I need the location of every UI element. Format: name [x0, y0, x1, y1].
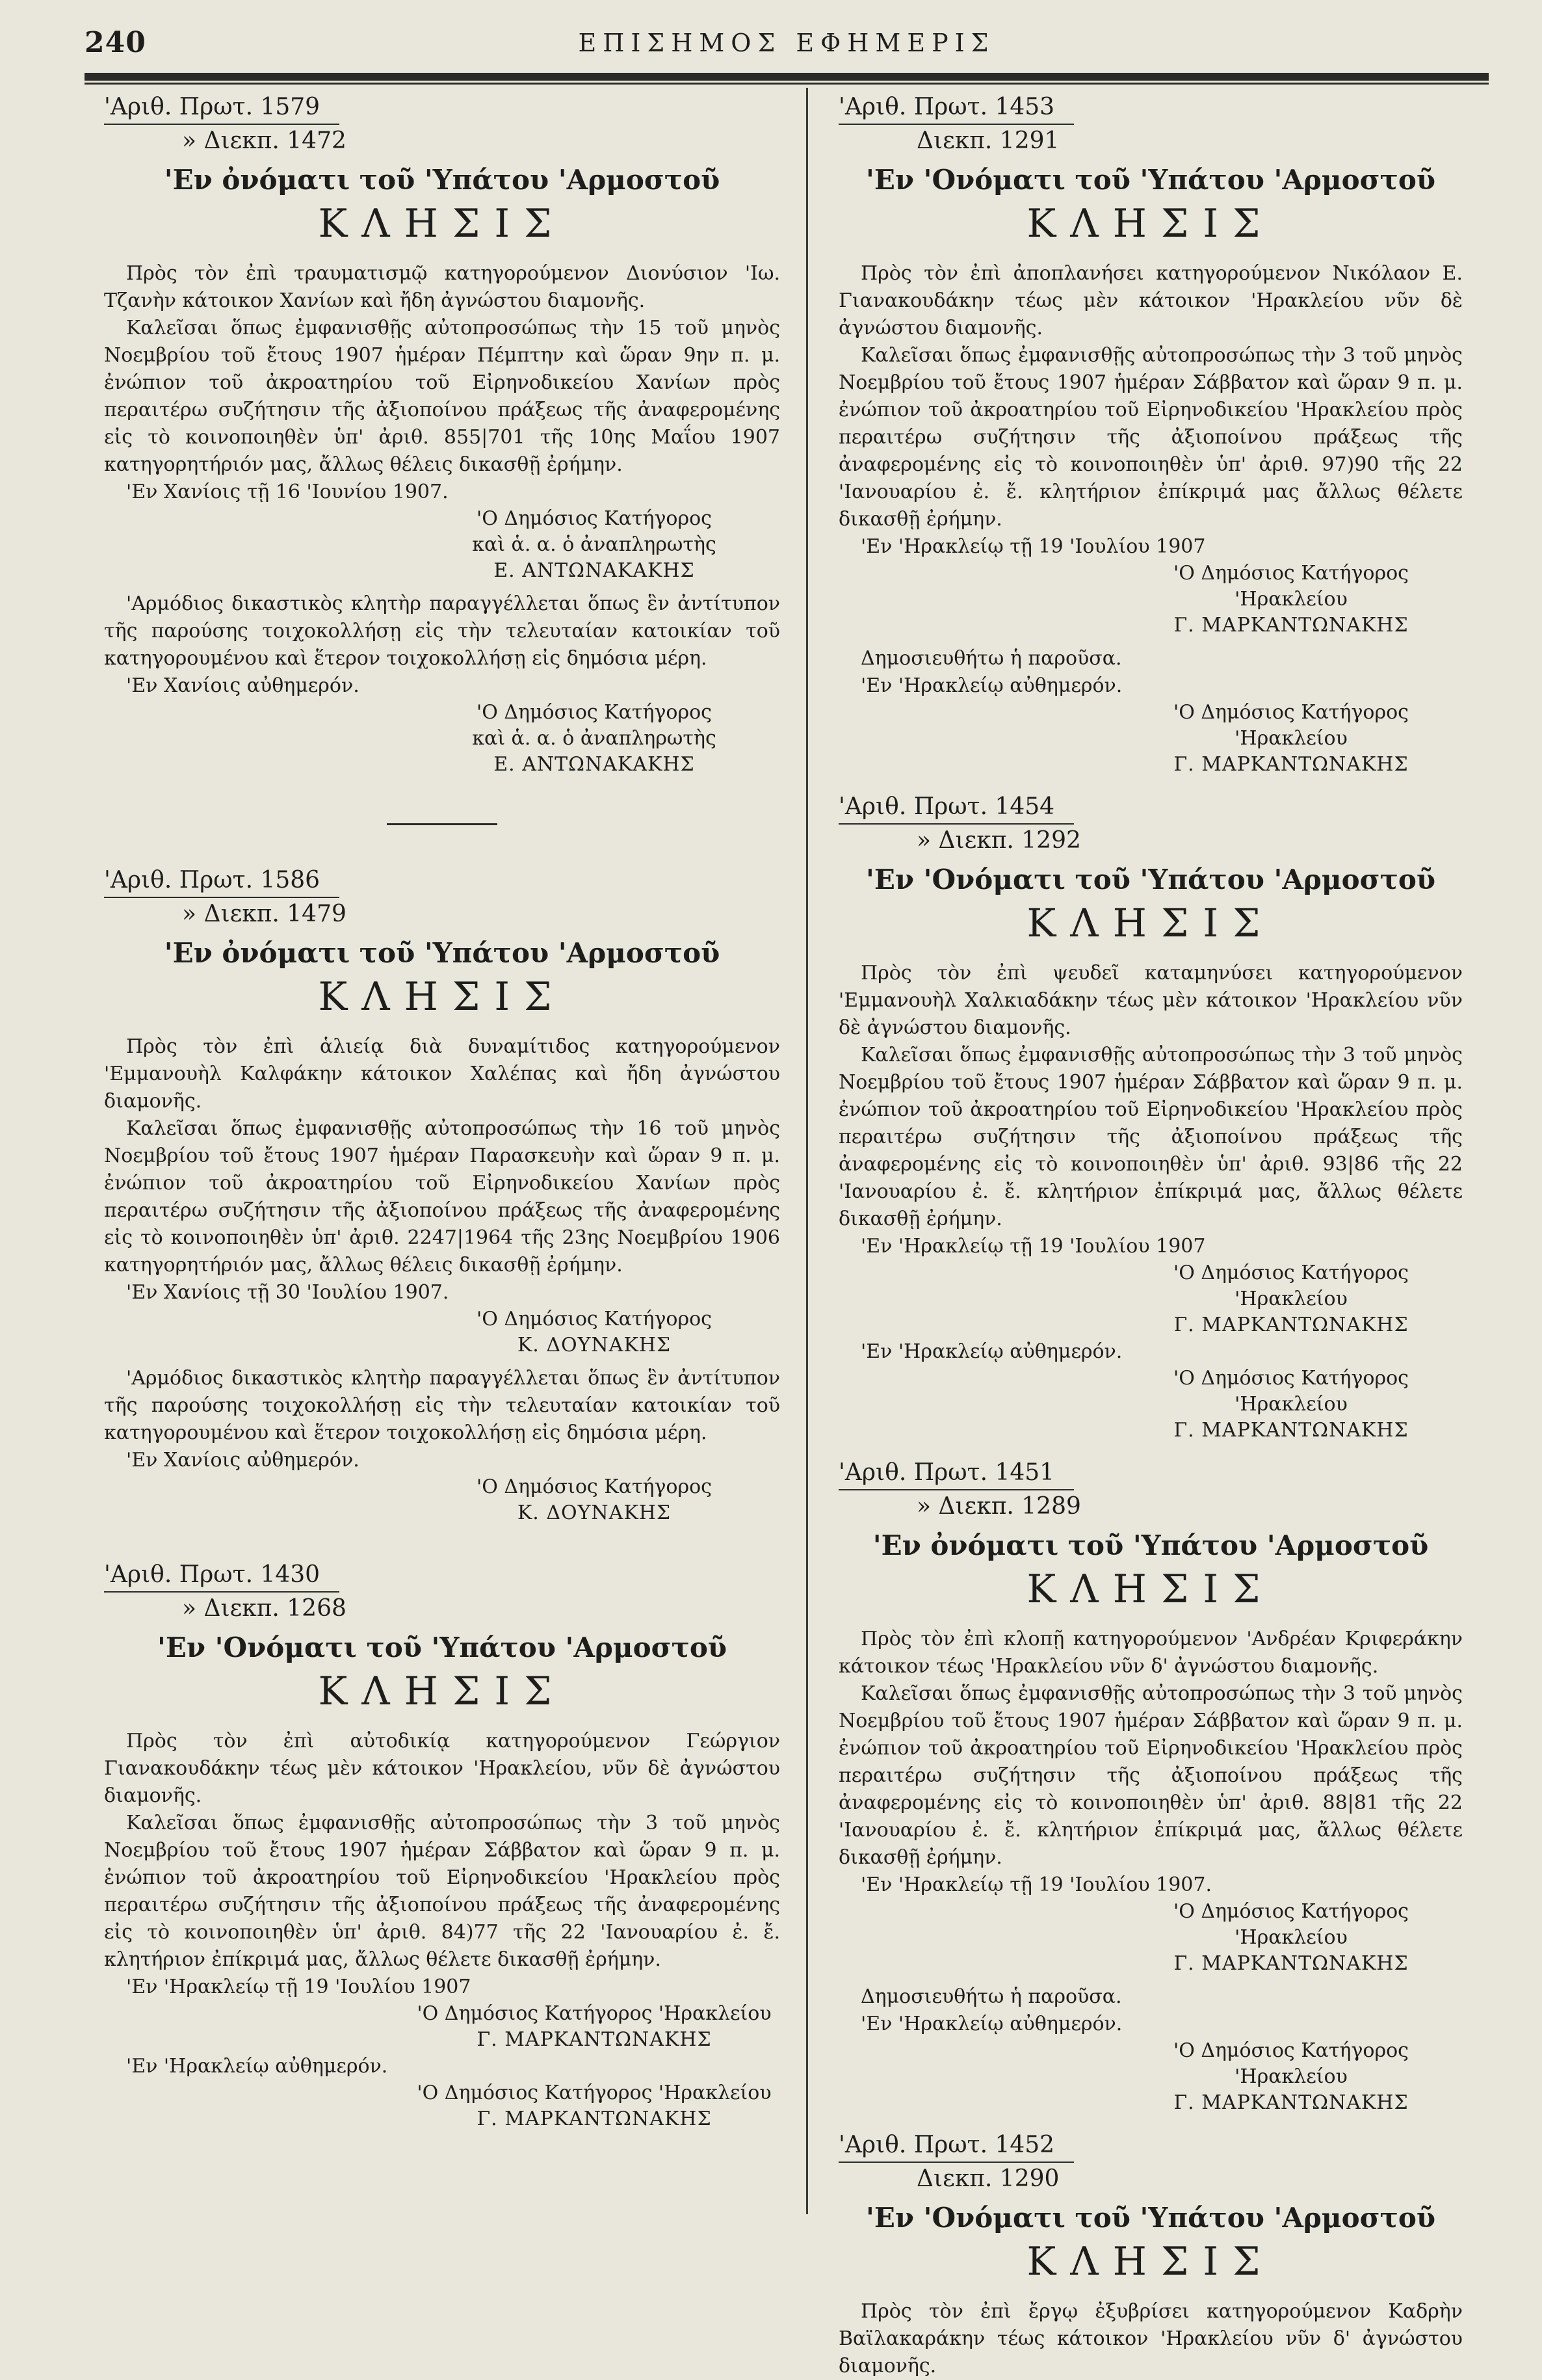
order-signature-name: Ε. ΑΝΤΩΝΑΚΑΚΗΣ	[493, 753, 695, 776]
signature-title: 'Ο Δημόσιος Κατήγορος	[477, 507, 712, 530]
notice-numbers	[839, 91, 1463, 157]
order-signature	[408, 2080, 780, 2132]
notice-date: 'Εν 'Ηρακλείῳ τῇ 19 'Ιουλίου 1907.	[861, 1873, 1212, 1896]
dispatch-number: Διεκπ. 1291	[917, 127, 1060, 154]
order-date: 'Εν 'Ηρακλείῳ αὐθημερόν.	[126, 2055, 388, 2078]
notice-heading: 'Εν 'Ονόματι τοῦ 'Υπάτου 'Αρμοστοῦ	[157, 1632, 727, 1663]
order-signature	[1119, 1366, 1463, 1444]
order-date: 'Εν 'Ηρακλείῳ αὐθημερόν.	[861, 674, 1123, 697]
notice	[104, 91, 780, 778]
signature-name: Ε. ΑΝΤΩΝΑΚΑΚΗΣ	[493, 559, 695, 582]
notice-body	[839, 2298, 1463, 2380]
notice-title: ΚΛΗΣΙΣ	[1026, 2239, 1275, 2284]
order-signature-title: 'Ο Δημόσιος Κατήγορος 'Ηρακλείου	[417, 2082, 772, 2104]
notice	[839, 91, 1463, 778]
notice-numbers	[839, 2129, 1463, 2195]
notice-numbers	[839, 1457, 1463, 1523]
order-signature-title: 'Ο Δημόσιος Κατήγορος 'Ηρακλείου	[1173, 2039, 1409, 2088]
summons-paragraph: Καλεῖσαι ὅπως ἐμφανισθῇς αὐτοπροσώπως τὴν 3 τοῦ μηνὸς Νοεμβρίου τοῦ ἔτους 1907 ἡμέραν Σάββατον καὶ ὥραν 9 π. μ. ἐνώπιον τοῦ ἀκροατηρίου τοῦ Εἰρηνοδικείου 'Ηρακλείου πρὸς περαιτέρω συζήτησιν τῆς ἀξιοποίνου πράξεως τῆς ἀναφερομένης εἰς τὸ κοινοποιηθὲν ὑπ' ἀριθ. 93|86 τῆς 22 'Ιανουαρίου ἐ. ἔ. κλητήριον ἐπίκριμά μας, ἄλλως θέλετε δικασθῇ ἐρήμην.	[839, 1044, 1463, 1230]
publication-order	[839, 645, 1463, 672]
addressee-paragraph: Πρὸς τὸν ἐπὶ κλοπῇ κατηγορούμενον 'Ανδρέαν Κριφεράκην κάτοικον τέως 'Ηρακλείου νῦν δ' ἀγνώστου διαμονῆς.	[839, 1628, 1463, 1678]
order-text: 'Αρμόδιος δικαστικὸς κλητὴρ παραγγέλλεται ὅπως ἓν ἀντίτυπον τῆς παρούσης τοιχοκολλήσῃ εἰς τὴν τελευταίαν κατοικίαν τοῦ κατηγορουμένου καὶ ἕτερον τοιχοκολλήσῃ εἰς δημόσια μέρη.	[104, 592, 780, 670]
notice-date: 'Εν 'Ηρακλείῳ τῇ 19 'Ιουλίου 1907	[126, 1976, 471, 1998]
notice	[104, 864, 780, 1526]
signature-name: Γ. ΜΑΡΚΑΝΤΩΝΑΚΗΣ	[1173, 1314, 1409, 1336]
protocol-number: 'Αριθ. Πρωτ. 1586	[104, 864, 339, 898]
notice-heading: 'Εν 'Ονόματι τοῦ 'Υπάτου 'Αρμοστοῦ	[866, 864, 1435, 895]
signature-title: 'Ο Δημόσιος Κατήγορος 'Ηρακλείου	[417, 2002, 772, 2025]
signature-deputy: καὶ ἁ. α. ὁ ἀναπληρωτὴς	[472, 533, 716, 556]
column-divider	[806, 88, 808, 2214]
order-signature	[1119, 2038, 1463, 2116]
header-rule-thin	[85, 83, 1489, 85]
notice-body	[104, 1728, 780, 1974]
notice	[839, 1457, 1463, 2116]
notice-heading: 'Εν 'Ονόματι τοῦ 'Υπάτου 'Αρμοστοῦ	[866, 2202, 1435, 2234]
notice-body	[104, 260, 780, 479]
running-title: ΕΠΙΣΗΜΟΣ ΕΦΗΜΕΡΙΣ	[578, 29, 995, 57]
order-signature-deputy: καὶ ἁ. α. ὁ ἀναπληρωτὴς	[472, 727, 716, 750]
notice-body	[839, 1626, 1463, 1871]
order-date: 'Εν Χανίοις αὐθημερόν.	[126, 674, 359, 697]
protocol-number: 'Αριθ. Πρωτ. 1453	[839, 91, 1074, 125]
notice-title: ΚΛΗΣΙΣ	[318, 1669, 566, 1714]
summons-paragraph: Καλεῖσαι ὅπως ἐμφανισθῇς αὐτοπροσώπως τὴν 3 τοῦ μηνὸς Νοεμβρίου τοῦ ἔτους 1907 ἡμέραν Σάββατον καὶ ὥραν 9 π. μ. ἐνώπιον τοῦ ἀκροατηρίου τοῦ Εἰρηνοδικείου 'Ηρακλείου πρὸς περαιτέρω συζήτησιν τῆς ἀξιοποίνου πράξεως τῆς ἀναφερομένης εἰς τὸ κοινοποιηθὲν ὑπ' ἀριθ. 88|81 τῆς 22 'Ιανουαρίου ἐ. ἔ. κλητήριον ἐπίκριμά μας, ἄλλως θέλετε δικασθῇ ἐρήμην.	[839, 1682, 1463, 1869]
signature	[408, 506, 780, 584]
order-date: 'Εν 'Ηρακλείῳ αὐθημερόν.	[861, 1340, 1123, 1363]
addressee-paragraph: Πρὸς τὸν ἐπὶ τραυματισμῷ κατηγορούμενον Διονύσιον 'Ιω. Τζανὴν κάτοικον Χανίων καὶ ἤδη ἀγνώστου διαμονῆς.	[104, 262, 780, 312]
addressee-paragraph: Πρὸς τὸν ἐπὶ αὐτοδικίᾳ κατηγορούμενον Γεώργιον Γιανακουδάκην τέως μὲν κάτοικον 'Ηρακλείου, νῦν δὲ ἀγνώστου διαμονῆς.	[104, 1730, 780, 1807]
order-signature	[408, 1474, 780, 1526]
notice-numbers	[104, 91, 780, 157]
spacer	[839, 2116, 1463, 2129]
addressee-paragraph: Πρὸς τὸν ἐπὶ ἁλιείᾳ διὰ δυναμίτιδος κατηγορούμενον 'Εμμανουὴλ Καλφάκην κάτοικον Χαλέπας καὶ ἤδη ἀγνώστου διαμονῆς.	[104, 1035, 780, 1113]
notice-heading: 'Εν 'Ονόματι τοῦ 'Υπάτου 'Αρμοστοῦ	[866, 164, 1435, 196]
signature-title: 'Ο Δημόσιος Κατήγορος 'Ηρακλείου	[1173, 1900, 1409, 1949]
notice-body	[839, 960, 1463, 1233]
notice-numbers	[104, 1559, 780, 1625]
notice	[104, 1559, 780, 2132]
notice-numbers	[839, 791, 1463, 857]
protocol-number: 'Αριθ. Πρωτ. 1579	[104, 91, 339, 125]
dispatch-number: » Διεκπ. 1292	[917, 827, 1081, 854]
signature-name: Γ. ΜΑΡΚΑΝΤΩΝΑΚΗΣ	[1173, 1952, 1409, 1975]
order-signature-title: 'Ο Δημόσιος Κατήγορος 'Ηρακλείου	[1173, 701, 1409, 750]
dispatch-number: » Διεκπ. 1289	[917, 1493, 1081, 1520]
protocol-number: 'Αριθ. Πρωτ. 1454	[839, 791, 1074, 825]
signature-name: Γ. ΜΑΡΚΑΝΤΩΝΑΚΗΣ	[1173, 614, 1409, 637]
signature	[408, 1306, 780, 1358]
dispatch-number: » Διεκπ. 1479	[182, 901, 346, 927]
summons-paragraph: Καλεῖσαι ὅπως ἐμφανισθῇς αὐτοπροσώπως τὴν 15 τοῦ μηνὸς Νοεμβρίου τοῦ ἔτους 1907 ἡμέραν Πέμπτην καὶ ὥραν 9ην π. μ. ἐνώπιον τοῦ ἀκροατηρίου τοῦ Εἰρηνοδικείου Χανίων πρὸς περαιτέρω συζήτησιν τῆς ἀξιοποίνου πράξεως τῆς ἀναφερομένης εἰς τὸ κοινοποιηθὲν ὑπ' ἀριθ. 855|701 τῆς 10ης Μαΐου 1907 κατηγορητήριόν μας, ἄλλως θέλεις δικασθῇ ἐρήμην.	[104, 317, 780, 476]
order-signature	[408, 700, 780, 778]
order-signature-title: 'Ο Δημόσιος Κατήγορος	[477, 701, 712, 724]
signature-title: 'Ο Δημόσιος Κατήγορος 'Ηρακλείου	[1173, 1262, 1409, 1310]
order-signature-title: 'Ο Δημόσιος Κατήγορος	[477, 1475, 712, 1498]
signature	[1119, 1899, 1463, 1977]
notice-date: 'Εν 'Ηρακλείῳ τῇ 19 'Ιουλίου 1907	[861, 535, 1206, 558]
section-separator	[387, 823, 497, 825]
header-rule	[85, 73, 1489, 81]
order-signature-name: Κ. ΔΟΥΝΑΚΗΣ	[517, 1501, 672, 1524]
spacer	[839, 1444, 1463, 1457]
order-date: 'Εν 'Ηρακλείῳ αὐθημερόν.	[861, 2013, 1123, 2035]
signature-name: Γ. ΜΑΡΚΑΝΤΩΝΑΚΗΣ	[477, 2028, 712, 2051]
notice-title: ΚΛΗΣΙΣ	[318, 974, 566, 1020]
signature-title: 'Ο Δημόσιος Κατήγορος 'Ηρακλείου	[1173, 562, 1409, 611]
dispatch-number: » Διεκπ. 1268	[182, 1595, 346, 1622]
right-column	[839, 91, 1463, 2380]
notice-date: 'Εν 'Ηρακλείῳ τῇ 19 'Ιουλίου 1907	[861, 1235, 1206, 1258]
signature-name: Κ. ΔΟΥΝΑΚΗΣ	[517, 1334, 672, 1356]
notice-body	[839, 260, 1463, 533]
page-number: 240	[85, 26, 146, 59]
signature	[1119, 561, 1463, 639]
notice-heading: 'Εν ὀνόματι τοῦ 'Υπάτου 'Αρμοστοῦ	[872, 1529, 1429, 1561]
spacer	[104, 1526, 780, 1559]
signature	[408, 2001, 780, 2053]
notice-date: 'Εν Χανίοις τῇ 30 'Ιουλίου 1907.	[126, 1281, 449, 1304]
order-date: 'Εν Χανίοις αὐθημερόν.	[126, 1449, 359, 1472]
order-signature-name: Γ. ΜΑΡΚΑΝΤΩΝΑΚΗΣ	[477, 2108, 712, 2130]
signature	[1119, 1260, 1463, 1338]
notice-heading: 'Εν ὀνόματι τοῦ 'Υπάτου 'Αρμοστοῦ	[164, 164, 720, 196]
notice-title: ΚΛΗΣΙΣ	[1026, 1567, 1275, 1612]
protocol-number: 'Αριθ. Πρωτ. 1430	[104, 1559, 339, 1593]
order-text: Δημοσιευθήτω ἡ παροῦσα.	[861, 647, 1122, 670]
dispatch-number: Διεκπ. 1290	[917, 2165, 1060, 2192]
notice-numbers	[104, 864, 780, 931]
notice-date: 'Εν Χανίοις τῇ 16 'Ιουνίου 1907.	[126, 481, 449, 503]
bailiff-order	[104, 1365, 780, 1447]
notice-heading: 'Εν ὀνόματι τοῦ 'Υπάτου 'Αρμοστοῦ	[164, 937, 720, 969]
protocol-number: 'Αριθ. Πρωτ. 1452	[839, 2129, 1074, 2163]
summons-paragraph: Καλεῖσαι ὅπως ἐμφανισθῇς αὐτοπροσώπως τὴν 3 τοῦ μηνὸς Νοεμβρίου τοῦ ἔτους 1907 ἡμέραν Σάββατον καὶ ὥραν 9 π. μ. ἐνώπιον τοῦ ἀκροατηρίου τοῦ Εἰρηνοδικείου 'Ηρακλείου πρὸς περαιτέρω συζήτησιν τῆς ἀξιοποίνου πράξεως τῆς ἀναφερομένης εἰς τὸ κοινοποιηθὲν ὑπ' ἀριθ. 97)90 τῆς 22 'Ιανουαρίου ἐ. ἔ. κλητήριον ἐπίκριμά μας ἄλλως θέλετε δικασθῇ ἐρήμην.	[839, 344, 1463, 531]
order-text: 'Αρμόδιος δικαστικὸς κλητὴρ παραγγέλλεται ὅπως ἓν ἀντίτυπον τῆς παρούσης τοιχοκολλήσῃ εἰς τὴν τελευταίαν κατοικίαν τοῦ κατηγορουμένου καὶ ἕτερον τοιχοκολλήσῃ εἰς δημόσια μέρη.	[104, 1367, 780, 1444]
addressee-paragraph: Πρὸς τὸν ἐπὶ ἔργῳ ἐξυβρίσει κατηγορούμενον Καδρὴν Βαϊλακαράκην τέως κάτοικον 'Ηρακλείου νῦν δ' ἀγνώστου διαμονῆς.	[839, 2300, 1463, 2377]
dispatch-number: » Διεκπ. 1472	[182, 127, 346, 154]
notice-title: ΚΛΗΣΙΣ	[1026, 901, 1275, 946]
order-signature	[1119, 700, 1463, 778]
publication-order	[839, 1983, 1463, 2011]
left-column	[104, 91, 780, 2132]
page-header	[85, 26, 1489, 65]
addressee-paragraph: Πρὸς τὸν ἐπὶ ἀποπλανήσει κατηγορούμενον Νικόλαον Ε. Γιανακουδάκην τέως μὲν κάτοικον 'Ηρακλείου νῦν δὲ ἀγνώστου διαμονῆς.	[839, 262, 1463, 339]
notice-body	[104, 1033, 780, 1279]
order-signature-title: 'Ο Δημόσιος Κατήγορος 'Ηρακλείου	[1173, 1367, 1409, 1416]
notice-title: ΚΛΗΣΙΣ	[1026, 201, 1275, 246]
spacer	[839, 778, 1463, 791]
order-signature-name: Γ. ΜΑΡΚΑΝΤΩΝΑΚΗΣ	[1173, 1419, 1409, 1442]
signature-title: 'Ο Δημόσιος Κατήγορος	[477, 1308, 712, 1330]
addressee-paragraph: Πρὸς τὸν ἐπὶ ψευδεῖ καταμηνύσει κατηγορούμενον 'Εμμανουὴλ Χαλκιαδάκην τέως μὲν κάτοικον 'Ηρακλείου νῦν δὲ ἀγνώστου διαμονῆς.	[839, 962, 1463, 1039]
notice	[839, 791, 1463, 1444]
order-signature-name: Γ. ΜΑΡΚΑΝΤΩΝΑΚΗΣ	[1173, 753, 1409, 776]
bailiff-order	[104, 590, 780, 672]
summons-paragraph: Καλεῖσαι ὅπως ἐμφανισθῇς αὐτοπροσώπως τὴν 16 τοῦ μηνὸς Νοεμβρίου τοῦ ἔτους 1907 ἡμέραν Παρασκευὴν καὶ ὥραν 9 π. μ. ἐνώπιον τοῦ ἀκροατηρίου τοῦ Εἰρηνοδικείου Χανίων πρὸς περαιτέρω συζήτησιν τῆς ἀξιοποίνου πράξεως τῆς ἀναφερομένης εἰς τὸ κοινοποιηθὲν ὑπ' ἀριθ. 2247|1964 τῆς 23ης Νοεμβρίου 1906 κατηγορητήριόν μας, ἄλλως θέλεις δικασθῇ ἐρήμην.	[104, 1117, 780, 1276]
order-text: Δημοσιευθήτω ἡ παροῦσα.	[861, 1985, 1122, 2008]
notice	[839, 2129, 1463, 2380]
order-signature-name: Γ. ΜΑΡΚΑΝΤΩΝΑΚΗΣ	[1173, 2091, 1409, 2114]
protocol-number: 'Αριθ. Πρωτ. 1451	[839, 1457, 1074, 1490]
notice-title: ΚΛΗΣΙΣ	[318, 201, 566, 246]
summons-paragraph: Καλεῖσαι ὅπως ἐμφανισθῇς αὐτοπροσώπως τὴν 3 τοῦ μηνὸς Νοεμβρίου τοῦ ἔτους 1907 ἡμέραν Σάββατον καὶ ὥραν 9 π. μ. ἐνώπιον τοῦ ἀκροατηρίου τοῦ Εἰρηνοδικείου 'Ηρακλείου πρὸς περαιτέρω συζήτησιν τῆς ἀξιοποίνου πράξεως τῆς ἀναφερομένης εἰς τὸ κοινοποιηθὲν ὑπ' ἀριθ. 84)77 τῆς 22 'Ιανουαρίου ἐ. ἔ. κλητήριον ἐπίκριμά μας, ἄλλως θέλετε δικασθῇ ἐρήμην.	[104, 1812, 780, 1971]
